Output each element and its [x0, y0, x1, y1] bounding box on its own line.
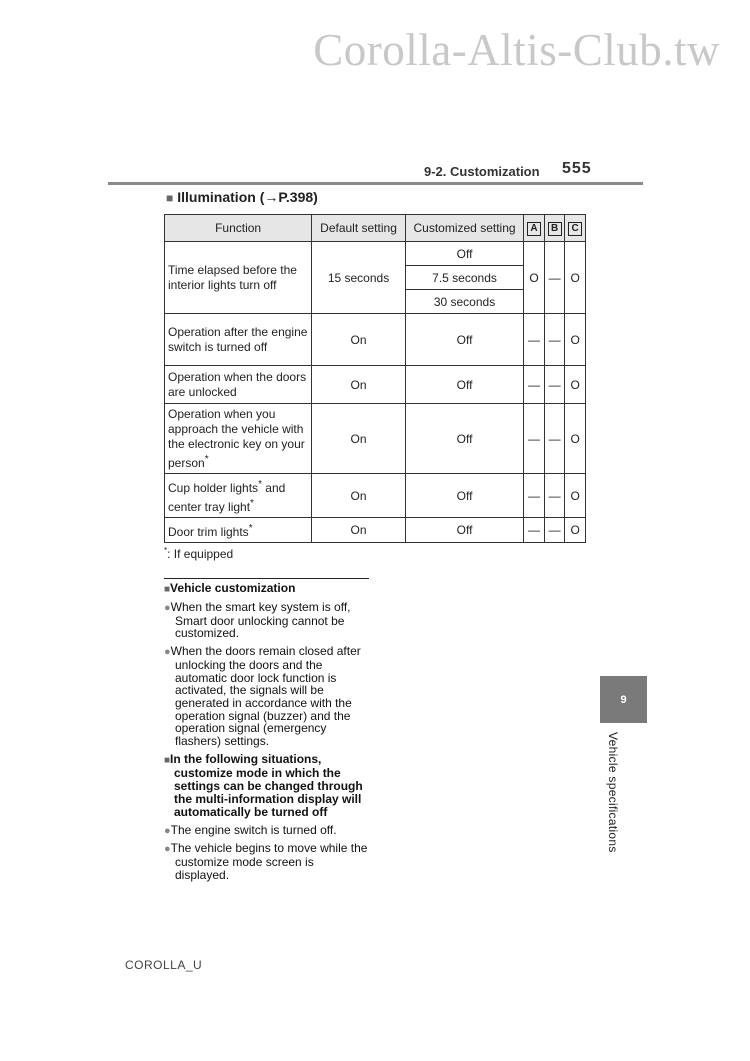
header-rule — [108, 182, 643, 185]
cell-function: Time elapsed before the interior lights turn off — [165, 242, 312, 314]
note-item-text: The engine switch is turned off. — [170, 822, 337, 837]
cell-a: — — [524, 314, 545, 366]
cell-default: On — [312, 518, 406, 543]
function-text: Cup holder lights — [168, 480, 259, 495]
section-title: Illumination (→P.398) — [177, 189, 318, 205]
cell-customized: Off — [405, 366, 523, 404]
table-row — [165, 474, 586, 518]
col-header-customized: Customized setting — [405, 215, 523, 242]
dot-bullet-icon: ● — [164, 602, 171, 614]
illumination-table — [164, 214, 586, 543]
square-bullet-icon: ■ — [164, 584, 171, 595]
note-item-text: When the smart key system is off, Smart door unlocking cannot be customized. — [170, 600, 351, 641]
function-text: Door trim lights — [168, 524, 249, 539]
cell-customized-option: Off — [405, 242, 523, 266]
cell-c: O — [565, 366, 586, 404]
table-row — [165, 404, 586, 474]
note-item-text: The vehicle begins to move while the customize mode screen is displayed. — [170, 841, 368, 882]
dot-bullet-icon: ● — [164, 843, 171, 856]
cell-c: O — [565, 242, 586, 314]
notes-rule — [164, 578, 369, 579]
cell-function — [165, 474, 312, 518]
cell-b: — — [544, 242, 565, 314]
cell-c: O — [565, 474, 586, 518]
chapter-tab — [600, 676, 647, 723]
cell-a: — — [524, 518, 545, 543]
cell-c: O — [565, 314, 586, 366]
cell-customized: Off — [405, 474, 523, 518]
cell-default: On — [312, 366, 406, 404]
note-heading — [164, 753, 369, 819]
cell-customized: Off — [405, 518, 523, 543]
function-text: Operation when you approach the vehicle with the electronic key on your person — [168, 406, 305, 470]
cell-a: — — [524, 366, 545, 404]
square-bullet-icon: ■ — [164, 754, 171, 766]
cell-b: — — [544, 404, 565, 474]
asterisk-mark: * — [250, 497, 254, 509]
col-header-c — [565, 215, 586, 242]
cell-function: Operation after the engine switch is turned off — [165, 314, 312, 366]
chapter-number: 9 — [620, 693, 627, 706]
cell-customized: Off — [405, 314, 523, 366]
footnote-text: : If equipped — [167, 547, 234, 561]
asterisk-mark: * — [248, 522, 253, 534]
boxed-letter-a-icon: A — [527, 222, 541, 236]
note-item-text: When the doors remain closed after unlocking the doors and the automatic door lock function is activated, the signals will be generated in accordance with the operation signal (buzzer) and the operation signal (emergency flashers) settings. — [170, 644, 361, 749]
table-row — [165, 314, 586, 366]
asterisk-mark: * — [204, 453, 209, 465]
cell-customized-option: 7.5 seconds — [405, 266, 523, 290]
header-section-title: 9-2. Customization — [424, 164, 540, 179]
note-heading-text: Vehicle customization — [170, 581, 296, 595]
cell-b: — — [544, 314, 565, 366]
notes-block — [164, 578, 369, 887]
square-bullet-icon: ■ — [166, 191, 174, 205]
cell-b: — — [544, 366, 565, 404]
function-text: and center tray light — [168, 480, 286, 514]
note-heading — [164, 582, 369, 596]
cell-function: Operation when the doors are unlocked — [165, 366, 312, 404]
cell-b: — — [544, 518, 565, 543]
cell-default: 15 seconds — [312, 242, 406, 314]
note-heading-text: In the following situations, customize mode in which the settings can be changed through the multi-information display will automatically be turned off — [170, 751, 363, 819]
boxed-letter-b-icon: B — [548, 222, 562, 236]
table-row — [165, 242, 586, 266]
table-row — [165, 366, 586, 404]
cell-a: O — [524, 242, 545, 314]
chapter-label: Vehicle specifications — [606, 732, 620, 853]
cell-function — [165, 404, 312, 474]
col-header-function: Function — [165, 215, 312, 242]
table-row — [165, 518, 586, 543]
note-item — [164, 842, 369, 881]
col-header-a — [524, 215, 545, 242]
footer-code: COROLLA_U — [125, 958, 203, 972]
cell-a: — — [524, 404, 545, 474]
dot-bullet-icon: ● — [164, 646, 171, 659]
boxed-letter-c-icon: C — [568, 222, 582, 236]
section-heading — [166, 189, 318, 205]
col-header-b — [544, 215, 565, 242]
col-header-default: Default setting — [312, 215, 406, 242]
footnote — [164, 546, 233, 561]
note-item — [164, 824, 369, 838]
cell-default: On — [312, 474, 406, 518]
cell-default: On — [312, 314, 406, 366]
asterisk-mark: * — [258, 478, 262, 490]
cell-default: On — [312, 404, 406, 474]
cell-a: — — [524, 474, 545, 518]
dot-bullet-icon: ● — [164, 824, 171, 837]
note-item — [164, 601, 369, 640]
cell-customized: Off — [405, 404, 523, 474]
watermark-text: Corolla-Altis-Club.tw — [313, 25, 720, 75]
cell-function — [165, 518, 312, 543]
cell-b: — — [544, 474, 565, 518]
cell-customized-option: 30 seconds — [405, 290, 523, 314]
cell-c: O — [565, 518, 586, 543]
cell-c: O — [565, 404, 586, 474]
page-number: 555 — [562, 160, 592, 177]
table-header-row — [165, 215, 586, 242]
asterisk-mark: * — [164, 546, 168, 555]
note-item — [164, 645, 369, 748]
